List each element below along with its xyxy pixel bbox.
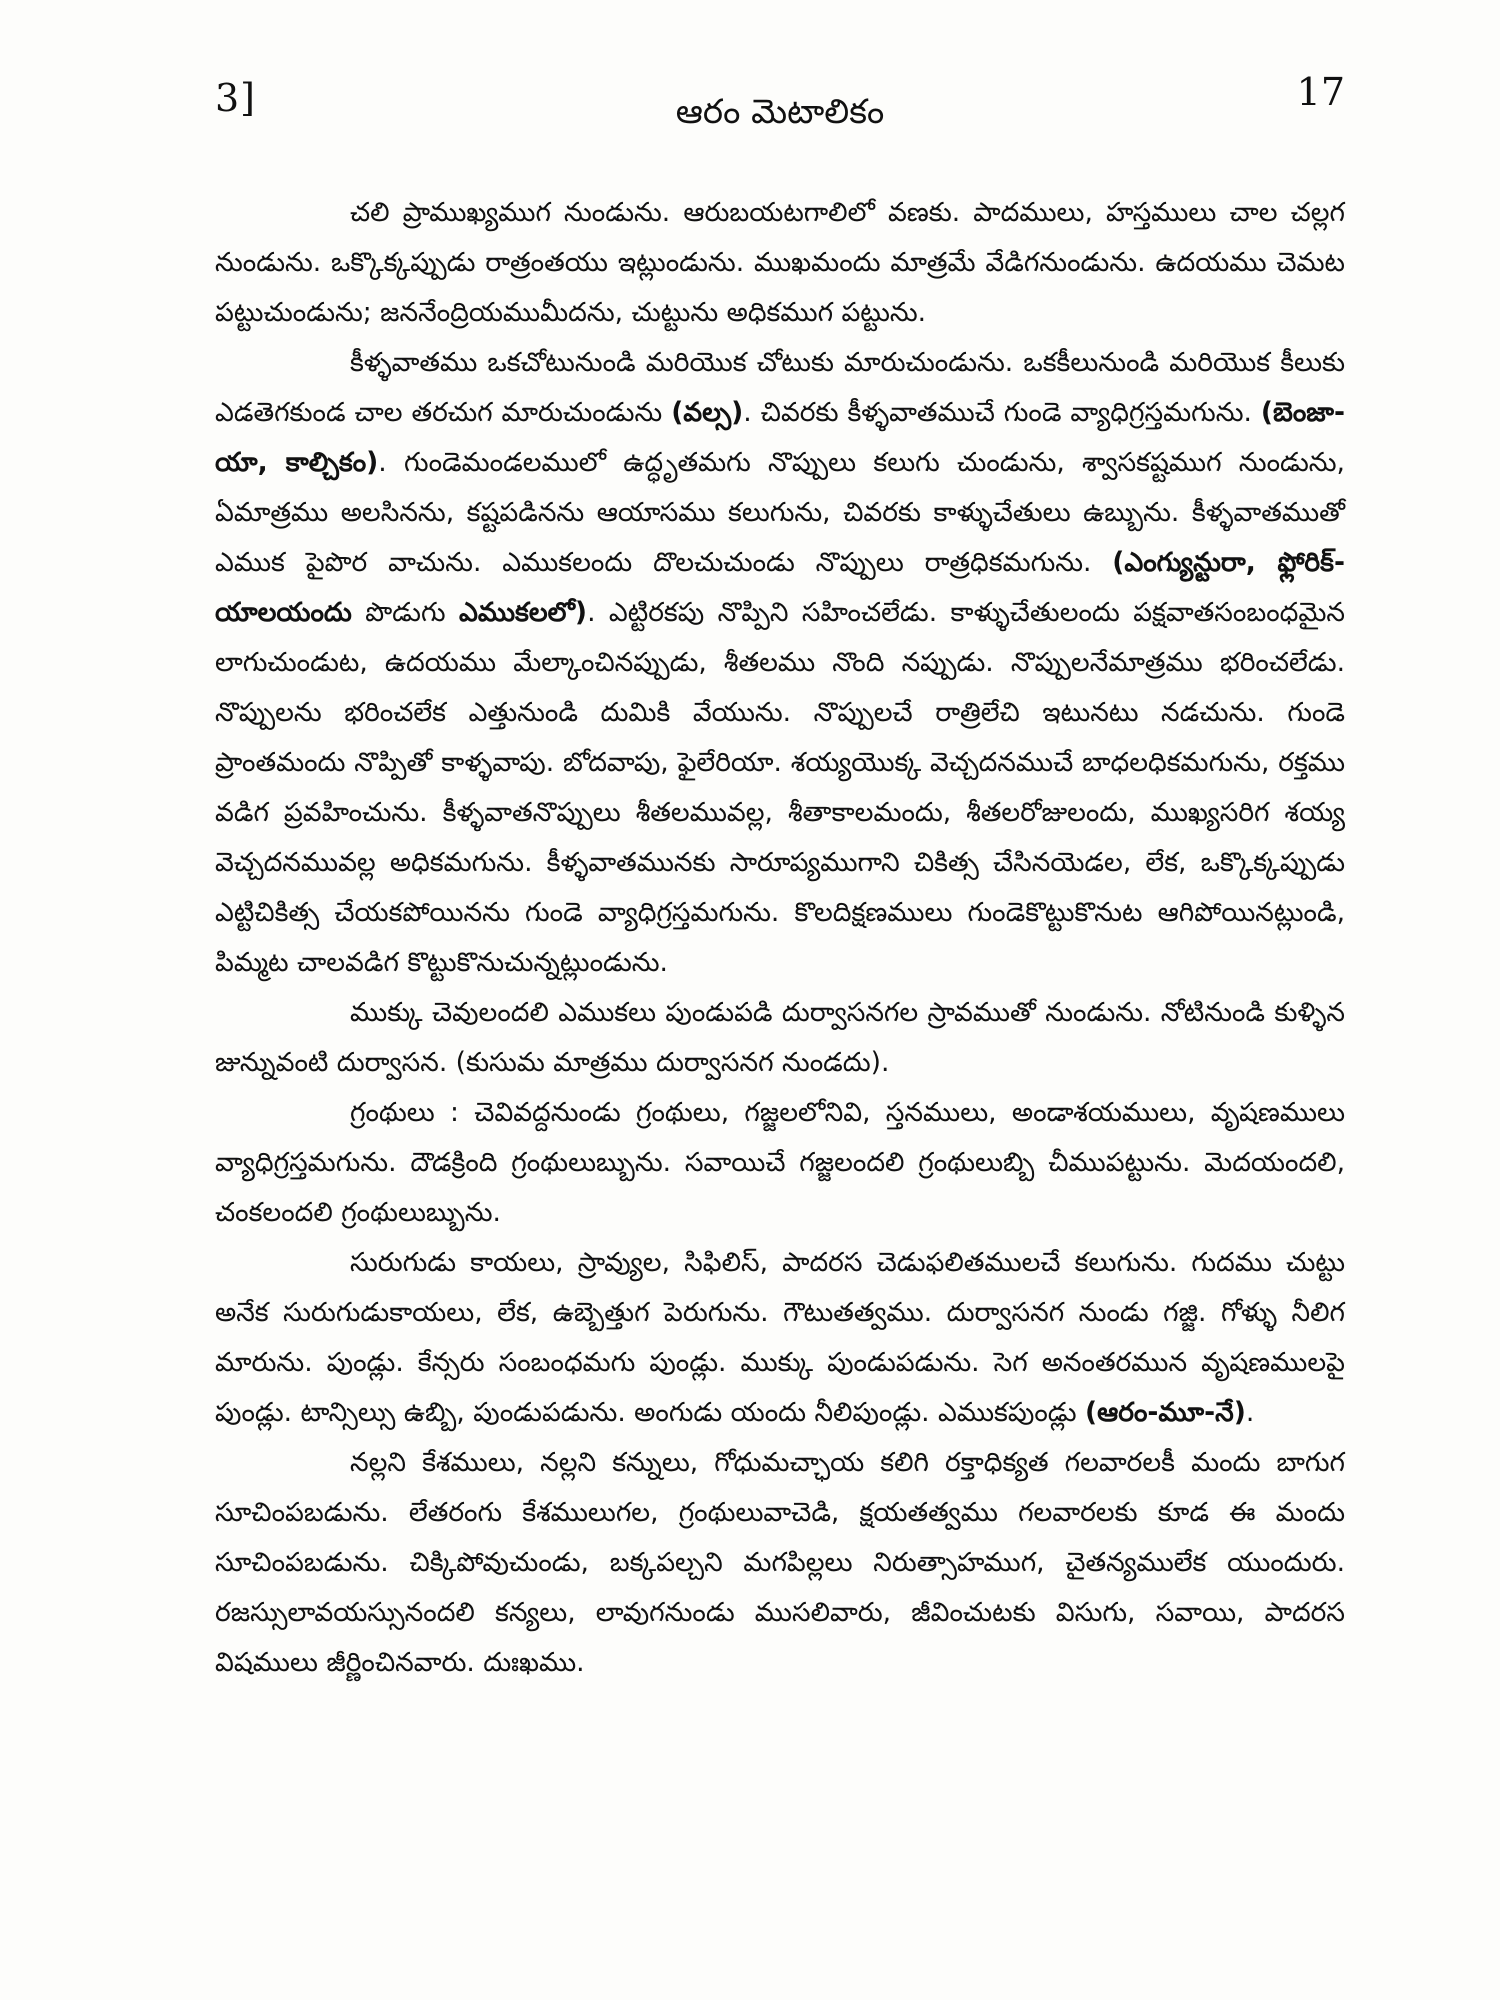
- paragraph-text: నల్లని కేశములు, నల్లని కన్నులు, గోధుమచ్ఛాయ కలిగి రక్తాధిక్యత గలవారలకీ మందు బాగుగ సూచింపబడును. లేతరంగు కేశములుగల, గ్రంథులువాచెడి, క్షయతత్వము గలవారలకు కూడ ఈ మందు సూచింపబడును. చిక్కిపోవుచుండు, బక్కపల్చని మగపిల్లలు నిరుత్సాహముగ, చైతన్యములేక యుందురు. రజస్సులావయస్సునందలి కన్యలు, లావుగనుండు ముసలివారు, జీవించుటకు విసుగు, సవాయి, పాదరస విషములు జీర్ణించినవారు. దుఃఖము.: [215, 1447, 1345, 1678]
- page-number: 17: [1296, 70, 1345, 114]
- paragraph-text: ముక్కు చెవులందలి ఎముకలు పుండుపడి దుర్వాసనగల స్రావముతో నుండును. నోటినుండి కుళ్ళిన జున్నువంటి దుర్వాసన. (కుసుమ మాత్రము దుర్వాసనగ నుండదు).: [215, 997, 1345, 1078]
- paragraph: [215, 1088, 1345, 1238]
- paragraph-text: . ఎట్టిరకపు నొప్పిని సహించలేడు. కాళ్ళుచేతులందు పక్షవాతసంబంధమైన లాగుచుండుట, ఉదయము మేల్కాంచినప్పుడు, శీతలము నొంది నప్పుడు. నొప్పులనేమాత్రము భరించలేడు. నొప్పులను భరించలేక ఎత్తునుండి దుమికి వేయును. నొప్పులచే రాత్రిలేచి ఇటునటు నడచును. గుండె ప్రాంతమందు నొప్పితో కాళ్ళవాపు. బోదవాపు, ఫైలేరియా. శయ్యయొక్క వెచ్చదనముచే బాధలధికమగును, రక్తము వడిగ ప్రవహించును. కీళ్ళవాతనొప్పులు శీతలమువల్ల, శీతాకాలమందు, శీతలరోజులందు, ముఖ్యసరిగ శయ్య వెచ్చదనమువల్ల అధికమగును. కీళ్ళవాతమునకు సారూప్యముగాని చికిత్స చేసినయెడల, లేక, ఒక్కొక్కప్పుడు ఎట్టిచికిత్స చేయకపోయినను గుండె వ్యాధిగ్రస్తమగును. కొలదిక్షణములు గుండెకొట్టుకొనుట ఆగిపోయినట్లుండి, పిమ్మట చాలవడిగ కొట్టుకొనుచున్నట్లుండును.: [215, 597, 1345, 978]
- paragraph-text: . గుండెమండలములో ఉద్ధృతమగు నొప్పులు కలుగు చుండును, శ్వాసకష్టముగ నుండును, ఏమాత్రము అలసినను, కష్టపడినను ఆయాసము కలుగును, చివరకు కాళ్ళుచేతులు ఉబ్బును. కీళ్ళవాతముతో ఎముక పైపొర వాచును. ఎముకలందు దొలచుచుండు నొప్పులు రాత్రధికమగును.: [215, 447, 1345, 578]
- running-title: ఆరం మెటాలికం: [675, 92, 885, 132]
- bold-reference: (వల్స): [671, 397, 744, 428]
- page-header: [215, 70, 1345, 140]
- paragraph-text: సురుగుడు కాయలు, స్రావ్యుల, సిఫిలిస్, పాదరస చెడుఫలితములచే కలుగును. గుదము చుట్టు అనేక సురుగుడుకాయలు, లేక, ఉబ్బెత్తుగ పెరుగును. గౌటుతత్వము. దుర్వాసనగ నుండు గజ్జి. గోళ్ళు నీలిగ మారును. పుండ్లు. కేన్సరు సంబంధమగు పుండ్లు. ముక్కు పుండుపడును. సెగ అనంతరమున వృషణములపై పుండ్లు. టాన్సిల్సు ఉబ్బి, పుండుపడును. అంగుడు యందు నీలిపుండ్లు. ఎముకపుండ్లు: [215, 1247, 1345, 1428]
- paragraph-text: .: [1245, 1397, 1255, 1428]
- paragraph: [215, 338, 1345, 988]
- paragraph-text: పొడుగు: [351, 597, 459, 628]
- paragraph: [215, 188, 1345, 338]
- paragraph-text: కీళ్ళవాతము ఒకచోటునుండి మరియొక చోటుకు మారుచుండును. ఒకకీలునుండి మరియొక కీలుకు ఎడతెగకుండ చాల తరచుగ మారుచుండును: [215, 347, 1345, 428]
- body-text: [215, 188, 1345, 1688]
- paragraph-text: . చివరకు కీళ్ళవాతముచే గుండె వ్యాధిగ్రస్తమగును.: [743, 397, 1261, 428]
- paragraph-text: చలి ప్రాముఖ్యముగ నుండును. ఆరుబయటగాలిలో వణకు. పాదములు, హస్తములు చాల చల్లగ నుండును. ఒక్కొక్కప్పుడు రాత్రంతయు ఇట్లుండును. ముఖమందు మాత్రమే వేడిగనుండును. ఉదయము చెమట పట్టుచుండును; జననేంద్రియముమీదను, చుట్టును అధికముగ పట్టును.: [215, 197, 1345, 328]
- section-number: 3]: [215, 76, 257, 120]
- paragraph: [215, 1238, 1345, 1438]
- bold-reference: (ఎంగ్యున్టురా, ఫ్లోరిక్-యాలయందు: [215, 547, 1345, 628]
- paragraph-text: గ్రంథులు : చెవివద్దనుండు గ్రంథులు, గజ్జలలోనివి, స్తనములు, అండాశయములు, వృషణములు వ్యాధిగ్రస్తమగును. దౌడక్రింది గ్రంథులుబ్బును. సవాయిచే గజ్జలందలి గ్రంథులుబ్బి చీముపట్టును. మెదయందలి, చంకలందలి గ్రంథులుబ్బును.: [215, 1097, 1345, 1228]
- bold-reference: (ఆరం-మూ-నే): [1084, 1397, 1246, 1428]
- bold-reference: (బెంజా-యా, కాల్చికం): [215, 397, 1346, 478]
- paragraph: [215, 988, 1345, 1088]
- bold-reference: ఎముకలలో): [459, 597, 588, 628]
- paragraph: [215, 1438, 1345, 1688]
